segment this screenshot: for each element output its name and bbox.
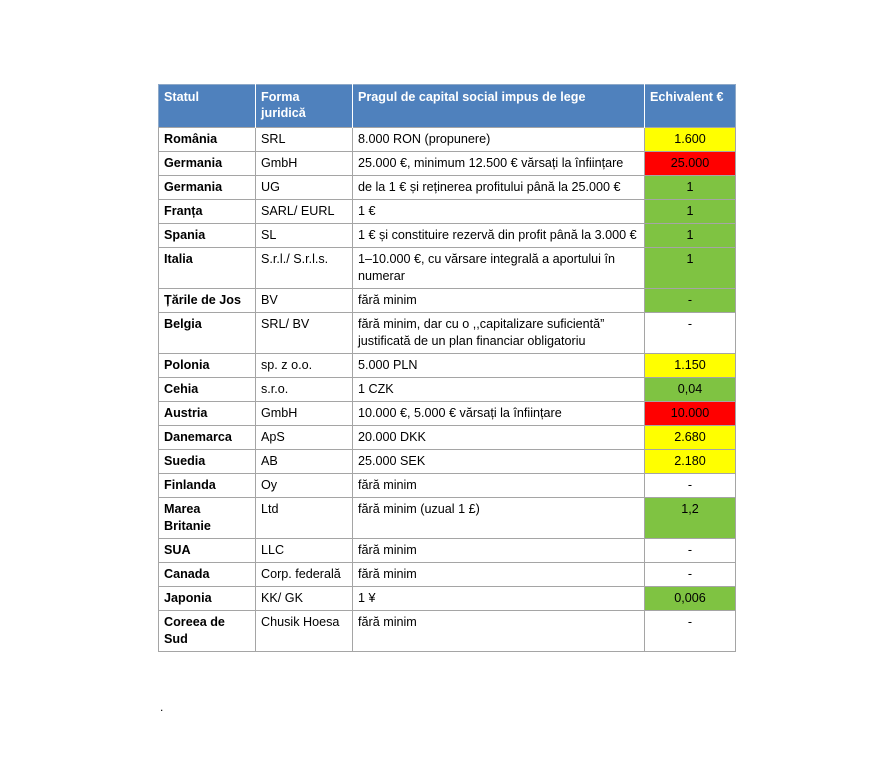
table-row [159, 450, 736, 474]
country-cell: Japonia [159, 587, 256, 611]
euro-equivalent-cell: - [645, 563, 736, 587]
header-legal-form: Forma juridică [256, 85, 353, 128]
table-row [159, 224, 736, 248]
country-cell: Coreea de Sud [159, 611, 256, 652]
capital-threshold-cell: fără minim [353, 474, 645, 498]
capital-threshold-cell: fără minim, dar cu o ,,capitalizare suficientă” justificată de un plan financiar obligatoriu [353, 313, 645, 354]
table-row [159, 402, 736, 426]
table-row [159, 474, 736, 498]
capital-threshold-cell: 1 ¥ [353, 587, 645, 611]
euro-equivalent-cell: 1 [645, 200, 736, 224]
capital-threshold-cell: fără minim [353, 289, 645, 313]
header-euro-equivalent: Echivalent € [645, 85, 736, 128]
capital-threshold-cell: 20.000 DKK [353, 426, 645, 450]
euro-equivalent-cell: 1 [645, 176, 736, 200]
legal-form-cell: ApS [256, 426, 353, 450]
legal-form-cell: SARL/ EURL [256, 200, 353, 224]
capital-threshold-cell: fără minim (uzual 1 £) [353, 498, 645, 539]
euro-equivalent-cell: 1.150 [645, 354, 736, 378]
country-cell: Germania [159, 176, 256, 200]
legal-form-cell: SL [256, 224, 353, 248]
table-row [159, 611, 736, 652]
table-row [159, 128, 736, 152]
euro-equivalent-cell: 2.180 [645, 450, 736, 474]
legal-form-cell: UG [256, 176, 353, 200]
euro-equivalent-cell: 1 [645, 224, 736, 248]
table-row [159, 313, 736, 354]
footnote: . [160, 700, 164, 714]
euro-equivalent-cell: - [645, 289, 736, 313]
legal-form-cell: AB [256, 450, 353, 474]
country-cell: Cehia [159, 378, 256, 402]
euro-equivalent-cell: - [645, 611, 736, 652]
capital-threshold-cell: fără minim [353, 563, 645, 587]
table-header-row [159, 85, 736, 128]
table-row [159, 248, 736, 289]
table-row [159, 498, 736, 539]
legal-form-cell: Oy [256, 474, 353, 498]
euro-equivalent-cell: 10.000 [645, 402, 736, 426]
header-state: Statul [159, 85, 256, 128]
header-capital-threshold: Pragul de capital social impus de lege [353, 85, 645, 128]
euro-equivalent-cell: 1,2 [645, 498, 736, 539]
legal-form-cell: Corp. federală [256, 563, 353, 587]
capital-threshold-cell: 5.000 PLN [353, 354, 645, 378]
capital-threshold-cell: 1 € și constituire rezervă din profit până la 3.000 € [353, 224, 645, 248]
capital-threshold-cell: 1 CZK [353, 378, 645, 402]
country-cell: România [159, 128, 256, 152]
euro-equivalent-cell: 0,006 [645, 587, 736, 611]
table-row [159, 289, 736, 313]
legal-form-cell: KK/ GK [256, 587, 353, 611]
euro-equivalent-cell: 1 [645, 248, 736, 289]
table-row [159, 378, 736, 402]
country-cell: Spania [159, 224, 256, 248]
country-cell: Belgia [159, 313, 256, 354]
legal-form-cell: BV [256, 289, 353, 313]
capital-requirements-table [158, 84, 736, 652]
legal-form-cell: Chusik Hoesa [256, 611, 353, 652]
capital-threshold-cell: 8.000 RON (propunere) [353, 128, 645, 152]
country-cell: Suedia [159, 450, 256, 474]
legal-form-cell: sp. z o.o. [256, 354, 353, 378]
country-cell: Finlanda [159, 474, 256, 498]
country-cell: SUA [159, 539, 256, 563]
euro-equivalent-cell: - [645, 313, 736, 354]
euro-equivalent-cell: 0,04 [645, 378, 736, 402]
legal-form-cell: GmbH [256, 402, 353, 426]
country-cell: Canada [159, 563, 256, 587]
capital-threshold-cell: fără minim [353, 611, 645, 652]
capital-threshold-cell: fără minim [353, 539, 645, 563]
legal-form-cell: GmbH [256, 152, 353, 176]
country-cell: Danemarca [159, 426, 256, 450]
capital-threshold-cell: 1–10.000 €, cu vărsare integrală a aportului în numerar [353, 248, 645, 289]
country-cell: Polonia [159, 354, 256, 378]
country-cell: Austria [159, 402, 256, 426]
legal-form-cell: s.r.o. [256, 378, 353, 402]
table-row [159, 426, 736, 450]
euro-equivalent-cell: 2.680 [645, 426, 736, 450]
euro-equivalent-cell: 25.000 [645, 152, 736, 176]
legal-form-cell: Ltd [256, 498, 353, 539]
legal-form-cell: S.r.l./ S.r.l.s. [256, 248, 353, 289]
euro-equivalent-cell: 1.600 [645, 128, 736, 152]
country-cell: Franța [159, 200, 256, 224]
capital-threshold-cell: 1 € [353, 200, 645, 224]
euro-equivalent-cell: - [645, 474, 736, 498]
table-row [159, 152, 736, 176]
country-cell: Germania [159, 152, 256, 176]
capital-threshold-cell: 10.000 €, 5.000 € vărsați la înființare [353, 402, 645, 426]
table-row [159, 587, 736, 611]
legal-form-cell: LLC [256, 539, 353, 563]
capital-threshold-cell: 25.000 SEK [353, 450, 645, 474]
country-cell: Țările de Jos [159, 289, 256, 313]
table-row [159, 200, 736, 224]
country-cell: Italia [159, 248, 256, 289]
table-row [159, 563, 736, 587]
legal-form-cell: SRL [256, 128, 353, 152]
legal-form-cell: SRL/ BV [256, 313, 353, 354]
euro-equivalent-cell: - [645, 539, 736, 563]
table-row [159, 176, 736, 200]
table-row [159, 354, 736, 378]
capital-threshold-cell: 25.000 €, minimum 12.500 € vărsați la înființare [353, 152, 645, 176]
table-row [159, 539, 736, 563]
capital-threshold-cell: de la 1 € și reținerea profitului până la 25.000 € [353, 176, 645, 200]
country-cell: Marea Britanie [159, 498, 256, 539]
